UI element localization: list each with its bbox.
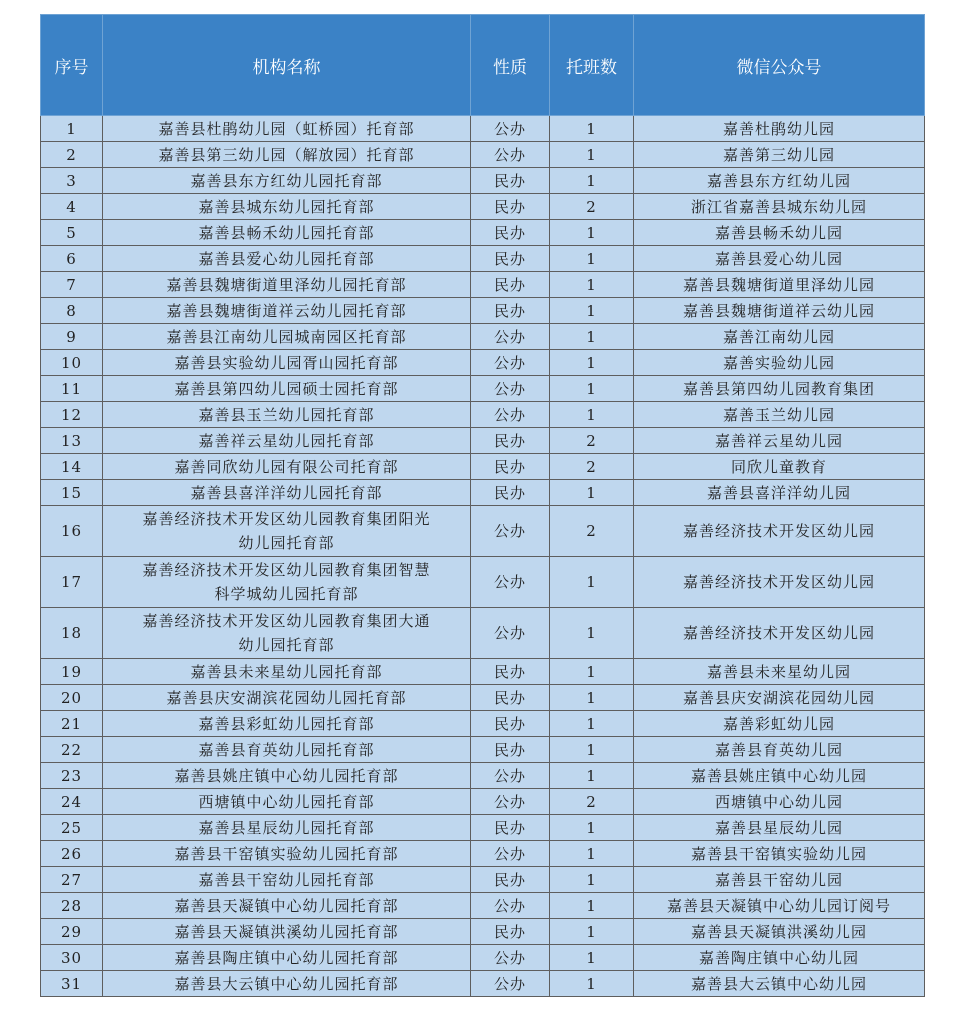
name-line-2: 科学城幼儿园托育部	[214, 585, 359, 603]
cell-number: 12	[41, 402, 103, 428]
cell-institution-name: 嘉善县江南幼儿园城南园区托育部	[103, 324, 471, 350]
table-row	[41, 350, 925, 376]
name-line-2: 幼儿园托育部	[238, 636, 335, 654]
cell-class-count: 1	[550, 402, 634, 428]
cell-type: 公办	[471, 376, 550, 402]
cell-institution-name: 嘉善县彩虹幼儿园托育部	[103, 711, 471, 737]
cell-wechat-account: 嘉善陶庄镇中心幼儿园	[634, 945, 925, 971]
cell-type: 民办	[471, 428, 550, 454]
cell-type: 民办	[471, 220, 550, 246]
table-row	[41, 789, 925, 815]
cell-institution-name: 嘉善县星辰幼儿园托育部	[103, 815, 471, 841]
cell-type: 民办	[471, 867, 550, 893]
cell-wechat-account: 嘉善第三幼儿园	[634, 142, 925, 168]
cell-type: 公办	[471, 893, 550, 919]
cell-type: 公办	[471, 789, 550, 815]
header-type: 性质	[471, 15, 550, 116]
cell-institution-name	[103, 506, 471, 557]
cell-number: 14	[41, 454, 103, 480]
table-row	[41, 893, 925, 919]
cell-type: 民办	[471, 272, 550, 298]
cell-number: 4	[41, 194, 103, 220]
cell-wechat-account: 嘉善县第四幼儿园教育集团	[634, 376, 925, 402]
cell-number: 31	[41, 971, 103, 997]
table-row	[41, 737, 925, 763]
cell-class-count: 1	[550, 867, 634, 893]
cell-type: 公办	[471, 116, 550, 142]
cell-institution-name: 嘉善县城东幼儿园托育部	[103, 194, 471, 220]
cell-institution-name: 嘉善县干窑镇实验幼儿园托育部	[103, 841, 471, 867]
cell-number: 25	[41, 815, 103, 841]
cell-institution-name: 嘉善县魏塘街道祥云幼儿园托育部	[103, 298, 471, 324]
cell-number: 26	[41, 841, 103, 867]
table-row	[41, 557, 925, 608]
cell-number: 22	[41, 737, 103, 763]
table-row	[41, 971, 925, 997]
cell-type: 民办	[471, 919, 550, 945]
cell-class-count: 1	[550, 608, 634, 659]
cell-class-count: 1	[550, 480, 634, 506]
cell-wechat-account: 嘉善县魏塘街道祥云幼儿园	[634, 298, 925, 324]
table-row	[41, 659, 925, 685]
cell-number: 15	[41, 480, 103, 506]
cell-type: 公办	[471, 506, 550, 557]
cell-wechat-account: 嘉善县天凝镇洪溪幼儿园	[634, 919, 925, 945]
cell-wechat-account: 同欣儿童教育	[634, 454, 925, 480]
header-class-count: 托班数	[550, 15, 634, 116]
cell-wechat-account: 嘉善县天凝镇中心幼儿园订阅号	[634, 893, 925, 919]
table-row	[41, 168, 925, 194]
cell-class-count: 1	[550, 324, 634, 350]
cell-class-count: 2	[550, 454, 634, 480]
table-row	[41, 272, 925, 298]
cell-wechat-account: 嘉善县东方红幼儿园	[634, 168, 925, 194]
cell-type: 民办	[471, 685, 550, 711]
cell-class-count: 1	[550, 246, 634, 272]
cell-number: 10	[41, 350, 103, 376]
cell-institution-name: 嘉善祥云星幼儿园托育部	[103, 428, 471, 454]
cell-type: 民办	[471, 737, 550, 763]
cell-institution-name: 嘉善县喜洋洋幼儿园托育部	[103, 480, 471, 506]
cell-type: 民办	[471, 480, 550, 506]
cell-wechat-account: 嘉善经济技术开发区幼儿园	[634, 506, 925, 557]
cell-class-count: 1	[550, 737, 634, 763]
cell-number: 30	[41, 945, 103, 971]
table-row	[41, 194, 925, 220]
cell-type: 民办	[471, 246, 550, 272]
cell-institution-name: 嘉善同欣幼儿园有限公司托育部	[103, 454, 471, 480]
table-row	[41, 402, 925, 428]
cell-wechat-account: 嘉善玉兰幼儿园	[634, 402, 925, 428]
cell-wechat-account: 嘉善实验幼儿园	[634, 350, 925, 376]
cell-type: 公办	[471, 971, 550, 997]
cell-institution-name: 嘉善县畅禾幼儿园托育部	[103, 220, 471, 246]
cell-type: 公办	[471, 402, 550, 428]
cell-institution-name: 嘉善县东方红幼儿园托育部	[103, 168, 471, 194]
cell-wechat-account: 嘉善杜鹃幼儿园	[634, 116, 925, 142]
cell-wechat-account: 嘉善县畅禾幼儿园	[634, 220, 925, 246]
cell-number: 3	[41, 168, 103, 194]
cell-class-count: 1	[550, 116, 634, 142]
cell-institution-name	[103, 557, 471, 608]
cell-type: 公办	[471, 557, 550, 608]
cell-class-count: 1	[550, 298, 634, 324]
cell-number: 11	[41, 376, 103, 402]
cell-wechat-account: 嘉善彩虹幼儿园	[634, 711, 925, 737]
cell-class-count: 1	[550, 350, 634, 376]
table-row	[41, 116, 925, 142]
cell-class-count: 1	[550, 815, 634, 841]
cell-wechat-account: 嘉善江南幼儿园	[634, 324, 925, 350]
name-line-1: 嘉善经济技术开发区幼儿园教育集团智慧	[142, 561, 431, 579]
cell-number: 2	[41, 142, 103, 168]
cell-wechat-account: 嘉善县魏塘街道里泽幼儿园	[634, 272, 925, 298]
cell-type: 民办	[471, 298, 550, 324]
name-line-2: 幼儿园托育部	[238, 534, 335, 552]
cell-number: 21	[41, 711, 103, 737]
cell-type: 民办	[471, 815, 550, 841]
cell-number: 17	[41, 557, 103, 608]
cell-class-count: 1	[550, 142, 634, 168]
cell-class-count: 1	[550, 919, 634, 945]
cell-type: 民办	[471, 454, 550, 480]
cell-type: 公办	[471, 763, 550, 789]
cell-class-count: 1	[550, 763, 634, 789]
cell-wechat-account: 嘉善县庆安湖滨花园幼儿园	[634, 685, 925, 711]
cell-class-count: 1	[550, 220, 634, 246]
cell-wechat-account: 嘉善经济技术开发区幼儿园	[634, 557, 925, 608]
childcare-table-container	[40, 14, 924, 997]
table-row	[41, 480, 925, 506]
cell-class-count: 1	[550, 841, 634, 867]
table-row	[41, 428, 925, 454]
cell-class-count: 1	[550, 711, 634, 737]
cell-type: 民办	[471, 659, 550, 685]
table-row	[41, 711, 925, 737]
cell-number: 27	[41, 867, 103, 893]
table-row	[41, 763, 925, 789]
cell-number: 19	[41, 659, 103, 685]
table-row	[41, 841, 925, 867]
cell-institution-name: 嘉善县魏塘街道里泽幼儿园托育部	[103, 272, 471, 298]
cell-number: 28	[41, 893, 103, 919]
table-row	[41, 608, 925, 659]
table-row	[41, 376, 925, 402]
table-row	[41, 815, 925, 841]
cell-institution-name: 西塘镇中心幼儿园托育部	[103, 789, 471, 815]
cell-wechat-account: 嘉善县大云镇中心幼儿园	[634, 971, 925, 997]
cell-class-count: 1	[550, 971, 634, 997]
cell-institution-name: 嘉善县爱心幼儿园托育部	[103, 246, 471, 272]
cell-number: 16	[41, 506, 103, 557]
cell-wechat-account: 嘉善祥云星幼儿园	[634, 428, 925, 454]
cell-number: 23	[41, 763, 103, 789]
cell-wechat-account: 嘉善县未来星幼儿园	[634, 659, 925, 685]
table-row	[41, 298, 925, 324]
cell-class-count: 1	[550, 272, 634, 298]
cell-institution-name: 嘉善县天凝镇洪溪幼儿园托育部	[103, 919, 471, 945]
header-number: 序号	[41, 15, 103, 116]
cell-class-count: 2	[550, 789, 634, 815]
cell-institution-name: 嘉善县陶庄镇中心幼儿园托育部	[103, 945, 471, 971]
cell-number: 6	[41, 246, 103, 272]
cell-type: 公办	[471, 841, 550, 867]
name-line-1: 嘉善经济技术开发区幼儿园教育集团大通	[142, 612, 431, 630]
cell-number: 29	[41, 919, 103, 945]
name-line-1: 嘉善经济技术开发区幼儿园教育集团阳光	[142, 510, 431, 528]
table-row	[41, 142, 925, 168]
cell-type: 公办	[471, 142, 550, 168]
cell-class-count: 1	[550, 659, 634, 685]
cell-institution-name: 嘉善县干窑幼儿园托育部	[103, 867, 471, 893]
cell-wechat-account: 浙江省嘉善县城东幼儿园	[634, 194, 925, 220]
table-row	[41, 506, 925, 557]
header-institution-name: 机构名称	[103, 15, 471, 116]
cell-institution-name: 嘉善县大云镇中心幼儿园托育部	[103, 971, 471, 997]
table-header-row	[41, 15, 925, 116]
cell-type: 公办	[471, 350, 550, 376]
cell-class-count: 1	[550, 168, 634, 194]
cell-number: 13	[41, 428, 103, 454]
cell-wechat-account: 嘉善县干窑幼儿园	[634, 867, 925, 893]
cell-type: 民办	[471, 711, 550, 737]
cell-number: 9	[41, 324, 103, 350]
table-row	[41, 945, 925, 971]
cell-class-count: 2	[550, 194, 634, 220]
cell-number: 18	[41, 608, 103, 659]
cell-wechat-account: 嘉善经济技术开发区幼儿园	[634, 608, 925, 659]
cell-institution-name: 嘉善县庆安湖滨花园幼儿园托育部	[103, 685, 471, 711]
cell-wechat-account: 西塘镇中心幼儿园	[634, 789, 925, 815]
cell-class-count: 1	[550, 685, 634, 711]
cell-wechat-account: 嘉善县爱心幼儿园	[634, 246, 925, 272]
table-row	[41, 220, 925, 246]
cell-wechat-account: 嘉善县干窑镇实验幼儿园	[634, 841, 925, 867]
cell-type: 民办	[471, 168, 550, 194]
table-row	[41, 246, 925, 272]
cell-number: 24	[41, 789, 103, 815]
table-row	[41, 867, 925, 893]
cell-institution-name: 嘉善县杜鹃幼儿园（虹桥园）托育部	[103, 116, 471, 142]
cell-class-count: 1	[550, 557, 634, 608]
cell-institution-name: 嘉善县实验幼儿园胥山园托育部	[103, 350, 471, 376]
cell-number: 20	[41, 685, 103, 711]
cell-number: 1	[41, 116, 103, 142]
cell-institution-name: 嘉善县玉兰幼儿园托育部	[103, 402, 471, 428]
cell-type: 民办	[471, 194, 550, 220]
cell-institution-name: 嘉善县姚庄镇中心幼儿园托育部	[103, 763, 471, 789]
cell-class-count: 1	[550, 376, 634, 402]
cell-institution-name: 嘉善县未来星幼儿园托育部	[103, 659, 471, 685]
cell-institution-name: 嘉善县育英幼儿园托育部	[103, 737, 471, 763]
cell-institution-name: 嘉善县天凝镇中心幼儿园托育部	[103, 893, 471, 919]
table-row	[41, 685, 925, 711]
childcare-institutions-table	[40, 14, 925, 997]
header-wechat-account: 微信公众号	[634, 15, 925, 116]
cell-type: 公办	[471, 324, 550, 350]
cell-number: 8	[41, 298, 103, 324]
cell-number: 5	[41, 220, 103, 246]
cell-wechat-account: 嘉善县星辰幼儿园	[634, 815, 925, 841]
cell-institution-name	[103, 608, 471, 659]
cell-class-count: 1	[550, 893, 634, 919]
cell-type: 公办	[471, 608, 550, 659]
table-row	[41, 919, 925, 945]
cell-wechat-account: 嘉善县姚庄镇中心幼儿园	[634, 763, 925, 789]
cell-type: 公办	[471, 945, 550, 971]
cell-institution-name: 嘉善县第三幼儿园（解放园）托育部	[103, 142, 471, 168]
cell-institution-name: 嘉善县第四幼儿园硕士园托育部	[103, 376, 471, 402]
cell-class-count: 2	[550, 428, 634, 454]
cell-wechat-account: 嘉善县育英幼儿园	[634, 737, 925, 763]
table-row	[41, 454, 925, 480]
cell-number: 7	[41, 272, 103, 298]
cell-class-count: 2	[550, 506, 634, 557]
cell-wechat-account: 嘉善县喜洋洋幼儿园	[634, 480, 925, 506]
cell-class-count: 1	[550, 945, 634, 971]
table-body	[41, 116, 925, 997]
table-row	[41, 324, 925, 350]
